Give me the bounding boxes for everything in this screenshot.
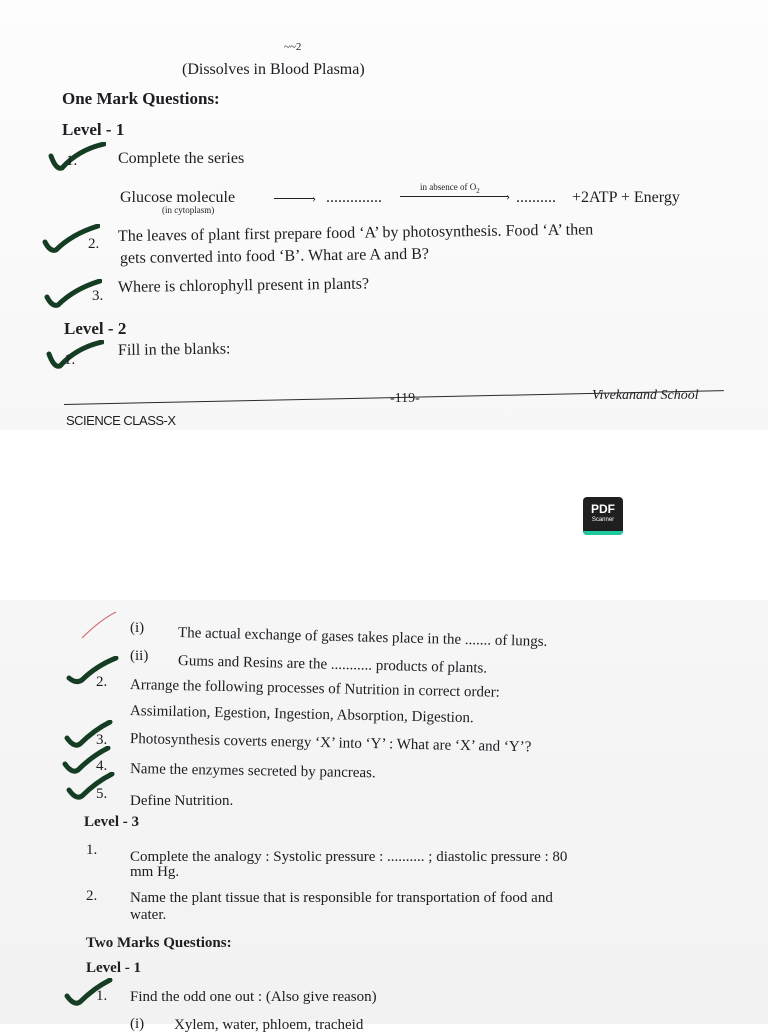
p2-q2-text: Arrange the following processes of Nutrition in correct order: bbox=[129, 677, 500, 701]
red-tick-icon bbox=[80, 610, 120, 640]
footer-left: SCIENCE CLASS-X bbox=[66, 413, 176, 428]
q2-line1: The leaves of plant first prepare food ‘A’ by photosynthesis. Food ‘A’ then bbox=[117, 221, 594, 245]
check-mark-icon bbox=[66, 656, 124, 686]
p2-q2-number: 2. bbox=[96, 674, 108, 690]
t1-i-text: Xylem, water, phloem, tracheid bbox=[174, 1017, 364, 1033]
two-mark-heading: Two Marks Questions: bbox=[86, 935, 232, 951]
check-mark-icon bbox=[64, 978, 122, 1008]
q2-number: 2. bbox=[88, 236, 100, 252]
blank-ii-label: (ii) bbox=[130, 648, 149, 664]
p2-q4-text: Name the enzymes secreted by pancreas. bbox=[129, 761, 376, 782]
t1-number: 1. bbox=[96, 988, 108, 1004]
q3-number: 3. bbox=[92, 288, 104, 304]
level-2-heading: Level - 2 bbox=[64, 319, 127, 338]
arrow-1 bbox=[274, 198, 314, 199]
arrow-2 bbox=[400, 196, 508, 197]
l2-q1-number: 1. bbox=[64, 352, 76, 368]
series-dots-1: .............. bbox=[326, 189, 382, 206]
badge-accent bbox=[583, 531, 623, 535]
q1-text: Complete the series bbox=[118, 150, 245, 167]
scanner-label: Scanner bbox=[591, 517, 615, 523]
t1-i-label: (i) bbox=[130, 1016, 145, 1032]
l3-q1-line2: mm Hg. bbox=[130, 864, 180, 880]
p2-q4-number: 4. bbox=[96, 758, 108, 774]
blank-i-text: The actual exchange of gases takes place in the ....... of lungs. bbox=[177, 625, 548, 651]
p2-q5-text: Define Nutrition. bbox=[130, 793, 234, 809]
page-gap bbox=[0, 430, 768, 600]
arrow-1-head: › bbox=[312, 191, 316, 205]
blank-ii-text: Gums and Resins are the ........... products of plants. bbox=[177, 653, 488, 677]
l2-q1-text: Fill in the blanks: bbox=[117, 340, 231, 359]
level-1-heading: Level - 1 bbox=[62, 120, 125, 139]
l3-q2-line2: water. bbox=[130, 907, 167, 923]
page-top bbox=[0, 0, 768, 430]
level-3-heading: Level - 3 bbox=[84, 814, 139, 830]
footer-page-number: -119- bbox=[390, 391, 420, 406]
arrow-2-head: › bbox=[506, 189, 510, 203]
formula-fragment: ~~2 bbox=[284, 41, 302, 53]
series-glucose: Glucose molecule bbox=[120, 189, 236, 206]
p2-q3-number: 3. bbox=[96, 732, 108, 748]
t1-text: Find the odd one out : (Also give reason) bbox=[130, 989, 377, 1005]
series-dots-2: .......... bbox=[516, 189, 556, 206]
p2-q3-text: Photosynthesis coverts energy ‘X’ into ‘Y’ : What are ‘X’ and ‘Y’? bbox=[129, 731, 532, 756]
q2-line2: gets converted into food ‘B’. What are A and B? bbox=[119, 245, 430, 267]
l3-q1-line1: Complete the analogy : Systolic pressure : .......... ; diastolic pressure : 80 bbox=[130, 849, 568, 865]
footer-right: Vivekanand School bbox=[592, 388, 699, 403]
l3-q2-number: 2. bbox=[86, 888, 98, 904]
l3-q1-number: 1. bbox=[86, 842, 98, 858]
pdf-scanner-badge bbox=[583, 497, 623, 535]
blank-i-label: (i) bbox=[130, 620, 145, 636]
pdf-label: PDF bbox=[591, 502, 615, 516]
l3-q2-line1: Name the plant tissue that is responsible for transportation of food and bbox=[130, 890, 553, 906]
p2-q2-sub: Assimilation, Egestion, Ingestion, Absorption, Digestion. bbox=[129, 703, 474, 727]
series-in-cytoplasm: (in cytoplasm) bbox=[162, 205, 215, 215]
p2-q5-number: 5. bbox=[96, 786, 108, 802]
page-bottom bbox=[0, 600, 768, 1033]
two-mark-level-1: Level - 1 bbox=[86, 960, 141, 976]
check-mark-icon bbox=[66, 772, 124, 802]
series-tail: +2ATP + Energy bbox=[572, 189, 680, 206]
one-mark-heading: One Mark Questions: bbox=[62, 89, 220, 108]
series-absence-label: in absence of $O_2$ bbox=[420, 182, 480, 195]
q1-number: 1. bbox=[66, 153, 78, 169]
q3-text: Where is chlorophyll present in plants? bbox=[117, 275, 370, 296]
dissolves-note: (Dissolves in Blood Plasma) bbox=[182, 61, 365, 78]
